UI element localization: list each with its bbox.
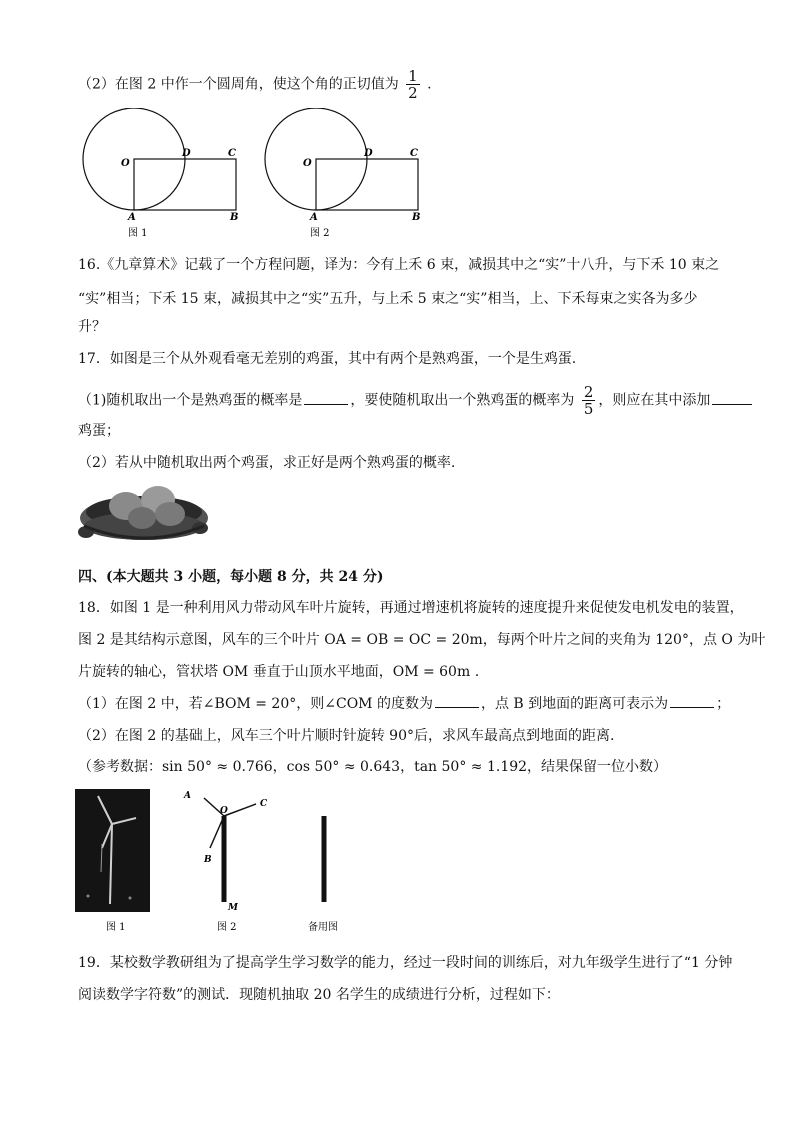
- q16-line-2: “实”相当；下禾 15 束，减损其中之“实”五升，与上禾 5 束之“实”相当，上、下禾每束之实各为多少: [78, 291, 698, 307]
- fig2-label-o: O: [303, 158, 312, 169]
- q15-figure-2: [265, 108, 420, 239]
- fig2-label-a: A: [310, 212, 318, 223]
- q17-fraction: [582, 384, 596, 417]
- q18-p1-a: （1）在图 2 中，若∠BOM = 20°，则∠COM 的度数为: [78, 696, 433, 712]
- q18-part2: （2）在图 2 的基础上，风车三个叶片顺时针旋转 90°后，求风车最高点到地面的距离.: [78, 728, 615, 744]
- q15-part2-suffix: .: [427, 76, 432, 93]
- q15-part2-prefix: （2）在图 2 中作一个圆周角，使这个角的正切值为: [78, 76, 399, 93]
- q18-line-1: 18．如图 1 是一种利用风力带动风车叶片旋转，再通过增速机将旋转的速度提升来促使发电机发电的装置，: [78, 600, 744, 616]
- q18-line-2: 图 2 是其结构示意图，风车的三个叶片 OA = OB = OC = 20m，每两个叶片之间的夹角为 120°，点 O 为叶: [78, 632, 766, 648]
- q17-part1: [78, 384, 754, 417]
- q15-figure-1: [83, 108, 238, 239]
- q19-line-2: 阅读数学字符数”的测试．现随机抽取 20 名学生的成绩进行分析，过程如下：: [78, 987, 560, 1003]
- q15-frac-den: 2: [408, 84, 418, 102]
- q18-label-o: O: [220, 806, 228, 816]
- q17-p1-a: （1)随机取出一个是熟鸡蛋的概率是: [78, 392, 303, 409]
- q17-p1-d: 鸡蛋；: [78, 423, 120, 439]
- q15-fraction: [406, 68, 420, 101]
- q18-blank-1: [435, 695, 479, 708]
- q15-figure: [78, 108, 438, 243]
- q18-label-c: C: [260, 799, 268, 809]
- q18-p1-c: ；: [716, 696, 731, 712]
- q18-reference: （参考数据：sin 50° ≈ 0.766，cos 50° ≈ 0.643，tan 50° ≈ 1.192，结果保留一位小数）: [78, 759, 668, 775]
- turbine-schematic: [183, 791, 268, 933]
- fig1-caption: 图 1: [128, 228, 148, 239]
- q18-label-m: M: [228, 903, 238, 913]
- q17-blank-2: [712, 392, 752, 405]
- q17-blank-1: [304, 392, 348, 405]
- q18-blank-2: [670, 695, 714, 708]
- fig1-label-c: C: [228, 148, 236, 159]
- fig2-label-c: C: [410, 148, 418, 159]
- q18-figures: [70, 786, 370, 936]
- q16-line-1: 16.《九章算术》记载了一个方程问题，译为：今有上禾 6 束，减损其中之“实”十八升，与下禾 10 束之: [78, 257, 720, 273]
- q18-label-b: B: [204, 855, 212, 865]
- q15-frac-num: 1: [408, 67, 418, 85]
- q18-p1-b: ，点 B 到地面的距离可表示为: [480, 696, 669, 712]
- spare-figure: [308, 816, 338, 933]
- q16-line-3: 升？: [78, 319, 106, 335]
- fig1-label-b: B: [230, 212, 239, 223]
- q18-fig2-caption: 图 2: [217, 922, 237, 933]
- q18-label-a: A: [184, 791, 191, 801]
- q15-part2: [78, 68, 432, 101]
- fig1-label-o: O: [121, 158, 130, 169]
- q18-line-3: 片旋转的轴心，管状塔 OM 垂直于山顶水平地面，OM = 60m .: [78, 664, 480, 680]
- q17-line-1: 17．如图是三个从外观看毫无差别的鸡蛋，其中有两个是熟鸡蛋，一个是生鸡蛋.: [78, 351, 577, 367]
- q18-part1: [78, 694, 730, 714]
- q18-fig1-caption: 图 1: [106, 922, 126, 933]
- fig2-label-b: B: [412, 212, 421, 223]
- fig1-label-d: D: [182, 148, 191, 159]
- q19-line-1: 19．某校数学教研组为了提高学生学习数学的能力，经过一段时间的训练后，对九年级学生进行了“1 分钟: [78, 955, 733, 971]
- q17-p1-b: ，要使随机取出一个熟鸡蛋的概率为: [350, 392, 575, 409]
- fig2-label-d: D: [364, 148, 373, 159]
- section-4-heading: 四、(本大题共 3 小题，每小题 8 分，共 24 分): [78, 569, 384, 585]
- q17-part2: （2）若从中随机取出两个鸡蛋，求正好是两个熟鸡蛋的概率.: [78, 455, 456, 471]
- q17-frac-num: 2: [583, 383, 594, 401]
- q17-p1-c: ，则应在其中添加: [598, 392, 711, 409]
- fig1-label-a: A: [128, 212, 136, 223]
- q17-frac-den: 5: [583, 400, 594, 418]
- egg-basket-image: [76, 478, 212, 548]
- wind-turbine-photo: [75, 789, 150, 933]
- q18-spare-caption: 备用图: [308, 922, 338, 933]
- fig2-caption: 图 2: [310, 228, 330, 239]
